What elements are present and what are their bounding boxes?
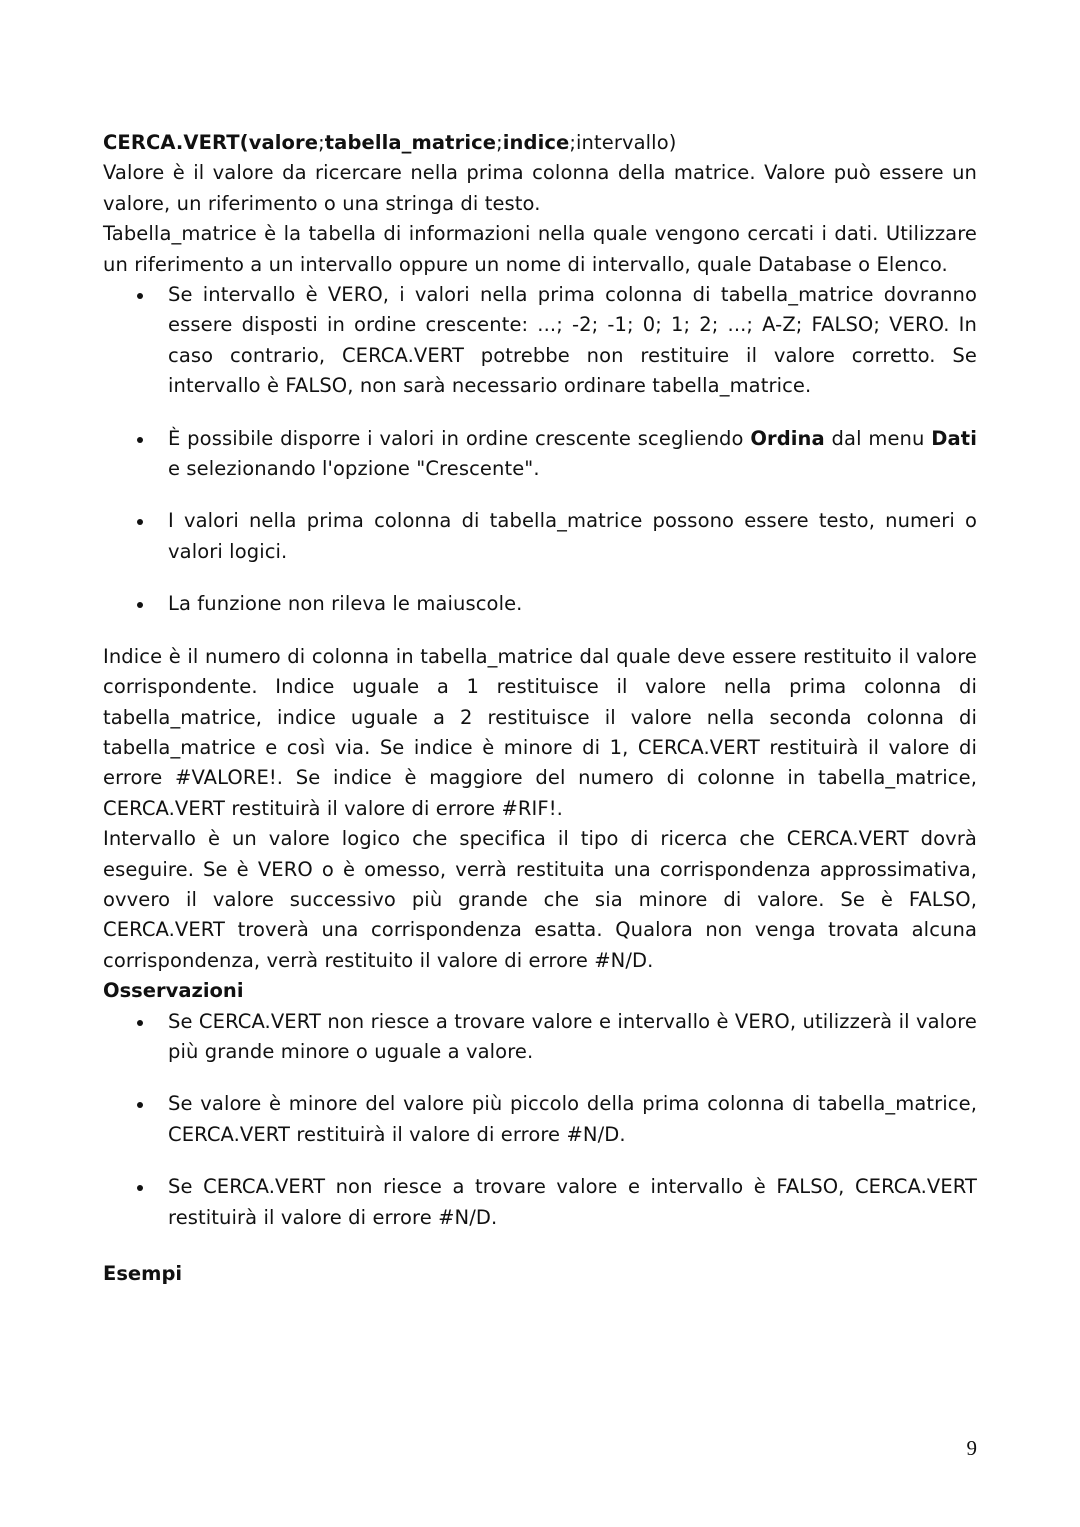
syntax-arg-valore: valore xyxy=(248,131,319,154)
bullet-icon xyxy=(137,293,143,299)
menu-term-dati: Dati xyxy=(931,426,977,450)
list-item xyxy=(103,280,977,402)
list-item-text: e selezionando l'opzione "Crescente". xyxy=(168,457,540,481)
list-item xyxy=(103,589,977,619)
list-item-text: Se CERCA.VERT non riesce a trovare valore e intervallo è FALSO, CERCA.VERT restituirà il valore di errore #N/D. xyxy=(168,1175,977,1229)
list-item-text: Se intervallo è VERO, i valori nella prima colonna di tabella_matrice dovranno essere disposti in ordine crescente: ...; -2; -1; 0; 1; 2; ...; A-Z; FALSO; VERO. In caso contrario, CERCA.VERT potrebbe non restituire il valore corretto. Se intervallo è FALSO, non sarà necessario ordinare tabella_matrice. xyxy=(168,283,977,398)
bullet-icon xyxy=(137,1102,143,1108)
syntax-separator: ; xyxy=(569,131,577,154)
bullet-list-intervallo xyxy=(103,280,977,620)
list-item xyxy=(103,1007,977,1068)
paragraph-tabella-matrice: Tabella_matrice è la tabella di informazioni nella quale vengono cercati i dati. Utilizzare un riferimento a un intervallo oppure un nome di intervallo, quale Database o Elenco. xyxy=(103,222,977,276)
heading-esempi: Esempi xyxy=(103,1262,183,1285)
heading-osservazioni: Osservazioni xyxy=(103,979,244,1003)
paragraph-intervallo: Intervallo è un valore logico che specifica il tipo di ricerca che CERCA.VERT dovrà eseguire. Se è VERO o è omesso, verrà restituita una corrispondenza approssimativa, ovvero il valore successivo più grande che sia minore di valore. Se è FALSO, CERCA.VERT troverà una corrispondenza esatta. Qualora non venga trovata alcuna corrispondenza, verrà restituito il valore di errore #N/D. xyxy=(103,827,977,972)
bullet-icon xyxy=(137,437,143,443)
list-item xyxy=(103,424,977,485)
list-item-text: Se valore è minore del valore più piccolo della prima colonna di tabella_matrice, CERCA.VERT restituirà il valore di errore #N/D. xyxy=(168,1092,977,1146)
bullet-icon xyxy=(137,1020,143,1026)
syntax-separator: ; xyxy=(496,131,503,154)
list-item xyxy=(103,506,977,567)
syntax-function: CERCA.VERT( xyxy=(103,131,249,154)
paragraph-valore: Valore è il valore da ricercare nella prima colonna della matrice. Valore può essere un valore, un riferimento o una stringa di testo. xyxy=(103,161,977,215)
syntax-arg-indice: indice xyxy=(502,131,570,154)
syntax-separator: ; xyxy=(318,131,325,154)
bullet-icon xyxy=(137,1185,143,1191)
list-item-text: La funzione non rileva le maiuscole. xyxy=(168,592,523,616)
list-item-text: Se CERCA.VERT non riesce a trovare valore e intervallo è VERO, utilizzerà il valore più grande minore o uguale a valore. xyxy=(168,1009,977,1063)
syntax-arg-intervallo: intervallo) xyxy=(576,131,677,154)
bullet-icon xyxy=(137,602,143,608)
list-item-text: I valori nella prima colonna di tabella_matrice possono essere testo, numeri o valori logici. xyxy=(168,509,977,563)
list-item xyxy=(103,1172,977,1233)
paragraph-indice: Indice è il numero di colonna in tabella_matrice dal quale deve essere restituito il valore corrispondente. Indice uguale a 1 restituisce il valore nella prima colonna di tabella_matrice, indice uguale a 2 restituisce il valore nella seconda colonna di tabella_matrice e così via. Se indice è minore di 1, CERCA.VERT restituirà il valore di errore #VALORE!. Se indice è maggiore del numero di colonne in tabella_matrice, CERCA.VERT restituirà il valore di errore #RIF!. xyxy=(103,644,977,820)
page-number: 9 xyxy=(966,1436,977,1460)
syntax-arg-tabella: tabella_matrice xyxy=(324,131,497,154)
list-item-text: dal menu xyxy=(824,426,932,450)
list-item xyxy=(103,1089,977,1150)
bullet-icon xyxy=(137,519,143,525)
syntax-line xyxy=(103,128,977,158)
bullet-list-osservazioni xyxy=(103,1007,977,1233)
list-item-text: È possibile disporre i valori in ordine crescente scegliendo xyxy=(168,426,751,450)
menu-term-ordina: Ordina xyxy=(750,426,825,450)
